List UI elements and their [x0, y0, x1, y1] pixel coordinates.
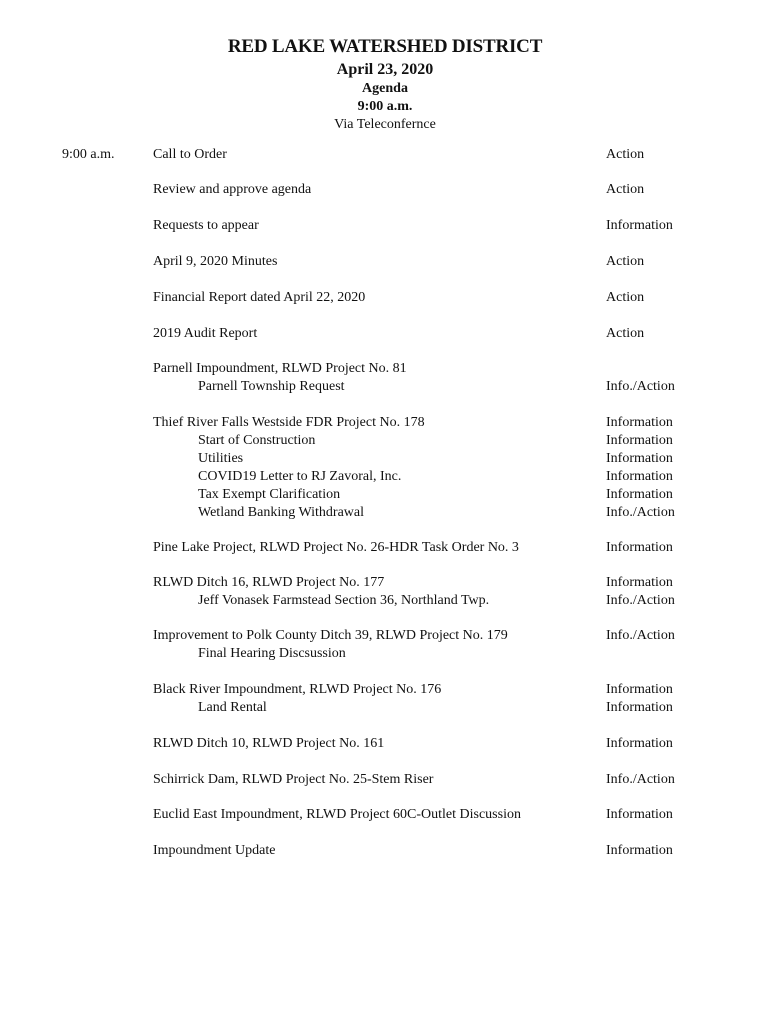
agenda-item	[0, 627, 770, 663]
agenda-item	[0, 146, 770, 164]
item-title: April 9, 2020 Minutes	[153, 254, 278, 269]
item-status: Information	[606, 540, 673, 555]
item-status: Action	[606, 147, 645, 162]
item-status: Information	[606, 218, 673, 233]
meeting-venue: Via Teleconfernce	[334, 117, 436, 132]
agenda-item	[0, 217, 770, 235]
item-time: 9:00 a.m.	[62, 147, 115, 162]
sub-item-status: Information	[606, 487, 673, 502]
item-status: Information	[606, 843, 673, 858]
agenda-item	[0, 325, 770, 343]
item-status: Action	[606, 290, 645, 305]
item-title: RLWD Ditch 16, RLWD Project No. 177	[153, 575, 385, 590]
item-status: Information	[606, 807, 673, 822]
sub-item-status: Information	[606, 469, 673, 484]
agenda-item	[0, 289, 770, 307]
item-title: Thief River Falls Westside FDR Project No. 178	[153, 415, 425, 430]
sub-item-status: Info./Action	[606, 593, 675, 608]
item-title: Impoundment Update	[153, 843, 276, 858]
item-status: Information	[606, 415, 673, 430]
sub-item-text: COVID19 Letter to RJ Zavoral, Inc.	[198, 469, 402, 484]
item-status: Action	[606, 326, 645, 341]
item-title: Euclid East Impoundment, RLWD Project 60C-Outlet Discussion	[153, 807, 521, 822]
item-title: Improvement to Polk County Ditch 39, RLWD Project No. 179	[153, 628, 508, 643]
sub-item-text: Tax Exempt Clarification	[198, 487, 341, 502]
doc-type: Agenda	[362, 81, 408, 96]
sub-item-text: Utilities	[198, 451, 244, 466]
item-status: Information	[606, 575, 673, 590]
meeting-time: 9:00 a.m.	[357, 99, 413, 114]
sub-item-status: Information	[606, 451, 673, 466]
item-title: Financial Report dated April 22, 2020	[153, 290, 366, 305]
item-title: Call to Order	[153, 147, 227, 162]
sub-item-text: Wetland Banking Withdrawal	[198, 505, 365, 520]
agenda-item	[0, 681, 770, 717]
agenda-item	[0, 806, 770, 824]
item-status: Info./Action	[606, 628, 675, 643]
sub-item-text: Final Hearing Discsussion	[198, 646, 346, 661]
item-title: Black River Impoundment, RLWD Project No. 176	[153, 682, 442, 697]
item-title: 2019 Audit Report	[153, 326, 258, 341]
item-status: Information	[606, 682, 673, 697]
item-title: Parnell Impoundment, RLWD Project No. 81	[153, 361, 407, 376]
meeting-date: April 23, 2020	[336, 61, 434, 78]
agenda-item	[0, 181, 770, 199]
sub-item-text: Start of Construction	[198, 433, 316, 448]
item-status: Action	[606, 254, 645, 269]
agenda-item	[0, 842, 770, 860]
agenda-item	[0, 253, 770, 271]
sub-item-text: Land Rental	[198, 700, 267, 715]
agenda-item	[0, 360, 770, 396]
sub-item-text: Parnell Township Request	[198, 379, 345, 394]
agenda-item	[0, 574, 770, 610]
item-title: Schirrick Dam, RLWD Project No. 25-Stem Riser	[153, 772, 434, 787]
agenda-item	[0, 735, 770, 753]
item-title: Requests to appear	[153, 218, 259, 233]
org-title: RED LAKE WATERSHED DISTRICT	[227, 36, 543, 57]
agenda-item	[0, 539, 770, 557]
agenda-item	[0, 414, 770, 522]
item-status: Info./Action	[606, 772, 675, 787]
sub-item-status: Information	[606, 433, 673, 448]
agenda-item	[0, 771, 770, 789]
sub-item-text: Jeff Vonasek Farmstead Section 36, Northland Twp.	[198, 593, 490, 608]
sub-item-status: Info./Action	[606, 505, 675, 520]
item-title: Pine Lake Project, RLWD Project No. 26-HDR Task Order No. 3	[153, 540, 519, 555]
sub-item-status: Information	[606, 700, 673, 715]
item-title: RLWD Ditch 10, RLWD Project No. 161	[153, 736, 385, 751]
item-status: Action	[606, 182, 645, 197]
item-title: Review and approve agenda	[153, 182, 312, 197]
item-status: Information	[606, 736, 673, 751]
sub-item-status: Info./Action	[606, 379, 675, 394]
